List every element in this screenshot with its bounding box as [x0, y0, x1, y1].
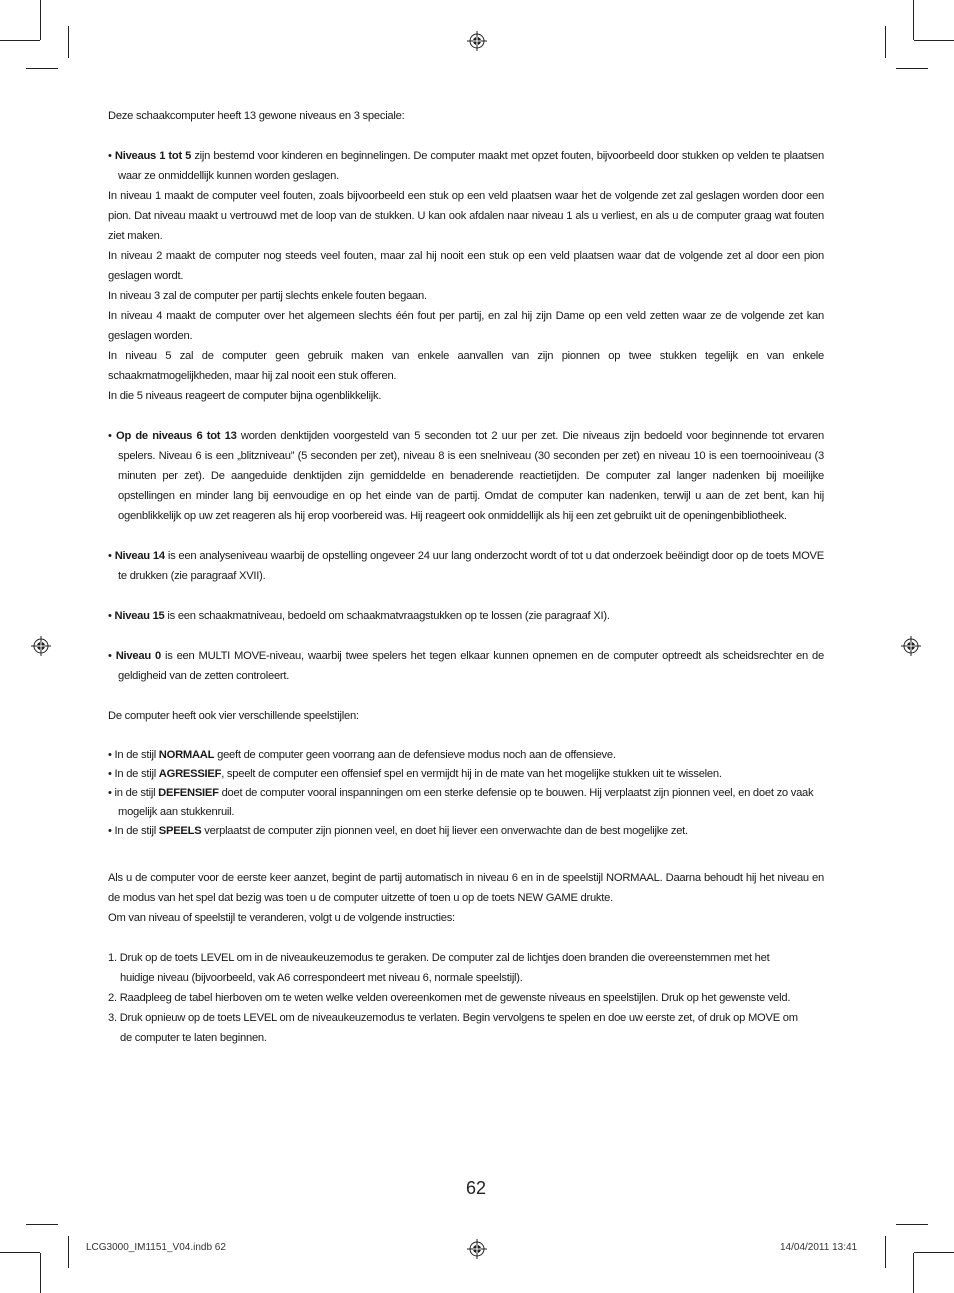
- crop-mark: [913, 1253, 914, 1293]
- level-14-text: is een analyseniveau waarbij de opstelling ongeveer 24 uur lang onderzocht wordt of tot u dat onderzoek beëindigt door op de toets MOVE te drukken (zie paragraaf XVII).: [118, 550, 824, 582]
- style-name: NORMAAL: [158, 749, 215, 761]
- style-description: , speelt de computer een offensief spel en vermijdt hij in de mate van het mogelijke stukken uit te wisselen.: [221, 768, 722, 780]
- levels-6-13-title: Op de niveaus 6 tot 13: [116, 430, 237, 442]
- style-prefix: • In de stijl: [108, 749, 159, 761]
- bullet: •: [108, 150, 112, 162]
- crop-mark: [885, 1236, 886, 1268]
- intro-text: Deze schaakcomputer heeft 13 gewone niveaus en 3 speciale:: [108, 110, 405, 122]
- instruction-step: 3. Druk opnieuw op de toets LEVEL om de niveaukeuzemodus te verlaten. Begin vervolgens te spelen en doe uw eerste zet, of druk op MOVE om de computer te laten beginnen.: [108, 1012, 798, 1044]
- crop-mark: [68, 26, 69, 58]
- crop-mark: [885, 26, 886, 58]
- style-description: doet de computer vooral inspanningen om een sterke defensie op te bouwen. Hij verplaatst zijn pionnen veel, en doet zo vaak mogelijk aan stukkenruil.: [118, 787, 814, 818]
- registration-mark-icon: [467, 1239, 487, 1259]
- style-name: SPEELS: [158, 825, 202, 837]
- crop-mark: [0, 40, 40, 41]
- registration-mark-icon: [31, 636, 51, 656]
- style-name: AGRESSIEF: [158, 768, 222, 780]
- level-2-text: In niveau 2 maakt de computer nog steeds veel fouten, maar zal hij nooit een stuk op een veld plaatsen waar dat de volgende zet al door een pion geslagen wordt.: [108, 250, 824, 282]
- level-0-text: is een MULTI MOVE-niveau, waarbij twee spelers het tegen elkaar kunnen opnemen en de computer optreedt als scheidsrechter en de geldigheid van de zetten controleert.: [118, 650, 824, 682]
- crop-mark: [896, 1224, 928, 1225]
- bullet: •: [108, 430, 112, 442]
- style-prefix: • in de stijl: [108, 787, 159, 799]
- levels-6-13-text: worden denktijden voorgesteld van 5 seconden tot 2 uur per zet. Die niveaus zijn bedoeld voor beginnende tot ervaren spelers. Niveau 6 is een „blitzniveau” (5 seconden per zet), niveau 8 is een snelniveau (30 seconden per zet) en niveau 10 is een toernooiniveau (3 minuten per zet). De aangeduide denktijden zijn gemiddelde en benaderende reactietijden. De computer zal langer nadenken bij moeilijke opstellingen en minder lang bij eenvoudige en op het einde van de partij. Omdat de computer kan nadenken, terwijl u aan de zet bent, kan hij ogenblikkelijk op uw zet reageren als hij erop voorbereid was. Hij reageert ook onmiddellijk als hij een zet gebruikt uit de openingenbibliotheek.: [118, 430, 824, 522]
- footer-date: 14/04/2011 13:41: [780, 1242, 858, 1253]
- instruction-step: 1. Druk op de toets LEVEL om in de niveaukeuzemodus te geraken. De computer zal de lichtjes doen branden die overeenstemmen met het huidige niveau (bijvoorbeeld, vak A6 correspondeert met niveau 6, normale speelstijl).: [108, 952, 770, 984]
- style-description: verplaatst de computer zijn pionnen veel, en doet hij liever een onverwachte dan de best mogelijke zet.: [201, 825, 688, 837]
- style-item: [108, 746, 824, 765]
- startup-text: Als u de computer voor de eerste keer aanzet, begint de partij automatisch in niveau 6 en in de speelstijl NORMAAL. Daarna behoudt hij het niveau en de modus van het spel dat bezig was toen u de computer uitzette of toen u op de toets NEW GAME drukte.: [108, 872, 824, 904]
- level-3-text: In niveau 3 zal de computer per partij slechts enkele fouten begaan.: [108, 290, 427, 302]
- style-item: [108, 822, 824, 841]
- style-description: geeft de computer geen voorrang aan de defensieve modus noch aan de offensieve.: [214, 749, 616, 761]
- level-4-text: In niveau 4 maakt de computer over het algemeen slechts één fout per partij, en zal hij zijn Dame op een veld zetten waar ze de volgende zet kan geslagen worden.: [108, 310, 824, 342]
- crop-mark: [914, 40, 954, 41]
- crop-mark: [26, 68, 58, 69]
- level-15-text: is een schaakmatniveau, bedoeld om schaakmatvraagstukken op te lossen (zie paragraaf XI).: [164, 610, 610, 622]
- style-item: [108, 784, 824, 822]
- levels-1-5-title: Niveaus 1 tot 5: [114, 150, 192, 162]
- crop-mark: [914, 1252, 954, 1253]
- level-14-title: Niveau 14: [114, 550, 165, 562]
- styles-intro: De computer heeft ook vier verschillende speelstijlen:: [108, 710, 359, 722]
- page-body: [108, 106, 824, 1048]
- crop-mark: [26, 1224, 58, 1225]
- style-prefix: • In de stijl: [108, 825, 159, 837]
- levels-1-5-summary: In die 5 niveaus reageert de computer bijna ogenblikkelijk.: [108, 390, 382, 402]
- footer-file: LCG3000_IM1151_V04.indb 62: [86, 1242, 226, 1253]
- levels-1-5-paragraph: [108, 146, 824, 186]
- level-0-title: Niveau 0: [115, 650, 161, 662]
- registration-mark-icon: [467, 31, 487, 51]
- level-14-paragraph: [108, 546, 824, 586]
- page-number: 62: [466, 1178, 487, 1198]
- level-0-paragraph: [108, 646, 824, 686]
- style-prefix: • In de stijl: [108, 768, 159, 780]
- bullet: •: [108, 550, 112, 562]
- instruction-step: 2. Raadpleeg de tabel hierboven om te weten welke velden overeenkomen met de gewenste niveaus en speelstijlen. Druk op het gewenste veld.: [108, 992, 791, 1004]
- style-item: [108, 765, 824, 784]
- crop-mark: [913, 0, 914, 40]
- bullet: •: [108, 650, 112, 662]
- crop-mark: [896, 68, 928, 69]
- crop-mark: [68, 1236, 69, 1268]
- crop-mark: [0, 1252, 40, 1253]
- levels-1-5-text: zijn bestemd voor kinderen en beginnelingen. De computer maakt met opzet fouten, bijvoorbeeld door stukken op velden te plaatsen waar ze onmiddellijk kunnen worden geslagen.: [118, 150, 824, 182]
- levels-6-13-paragraph: [108, 426, 824, 526]
- level-1-text: In niveau 1 maakt de computer veel fouten, zoals bijvoorbeeld een stuk op een veld plaatsen waar het de volgende zet zal geslagen worden door een pion. Dat niveau maakt u vertrouwd met de loop van de stukken. U kan ook afdalen naar niveau 1 als u verliest, en als u de computer graag wat fouten ziet maken.: [108, 190, 824, 242]
- level-15-paragraph: [108, 606, 824, 626]
- level-15-title: Niveau 15: [114, 610, 165, 622]
- change-intro: Om van niveau of speelstijl te veranderen, volgt u de volgende instructies:: [108, 912, 455, 924]
- level-5-text: In niveau 5 zal de computer geen gebruik maken van enkele aanvallen van zijn pionnen op twee stukken tegelijk en van enkele schaakmatmogelijkheden, maar hij zal nooit een stuk offeren.: [108, 350, 824, 382]
- registration-mark-icon: [901, 636, 921, 656]
- bullet: •: [108, 610, 112, 622]
- crop-mark: [40, 0, 41, 40]
- style-name: DEFENSIEF: [158, 787, 219, 799]
- crop-mark: [40, 1253, 41, 1293]
